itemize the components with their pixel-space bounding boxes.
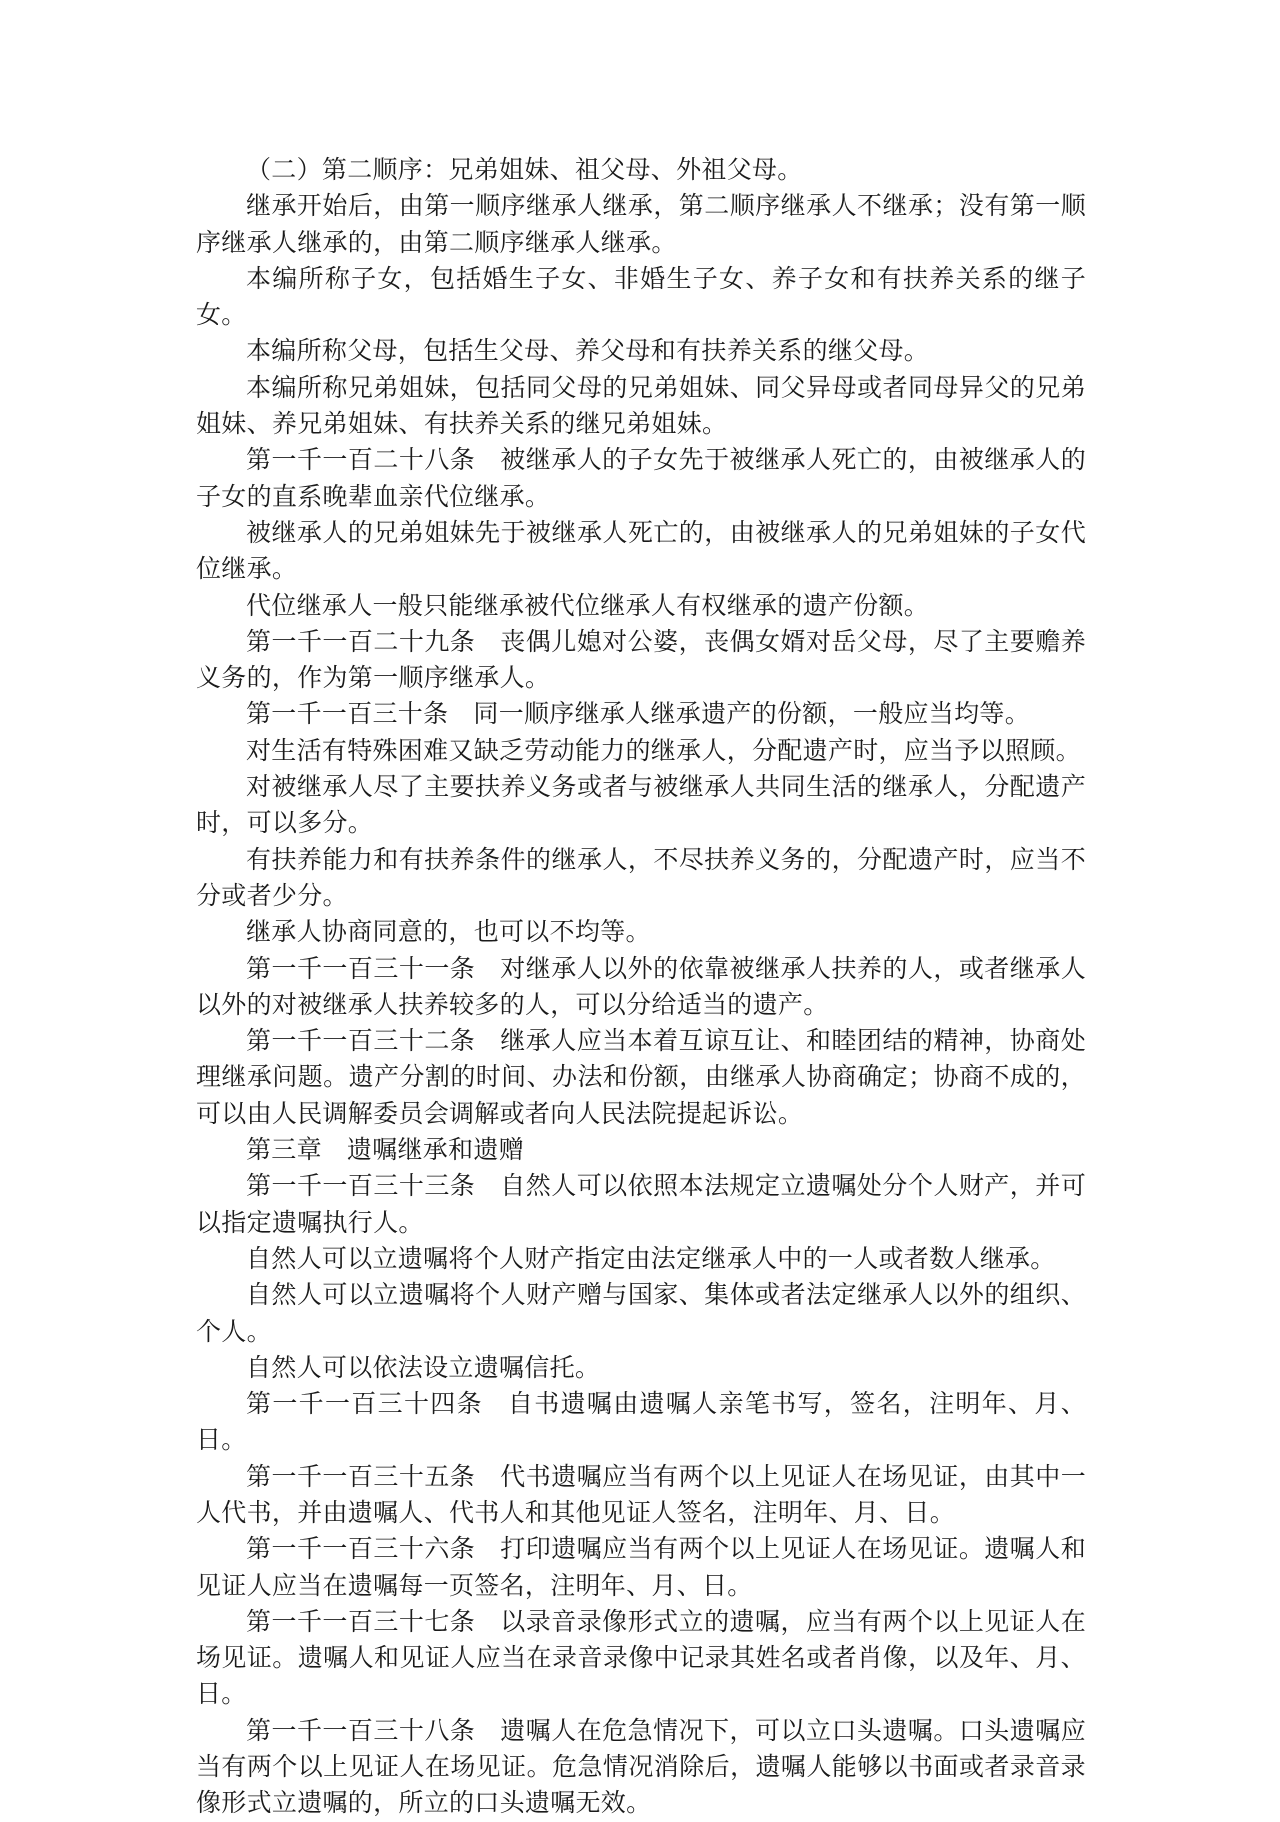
article-paragraph: [196, 1168, 1086, 1241]
article-number: 第一千一百三十一条: [246, 953, 476, 983]
paragraph-text: （二）第二顺序：兄弟姐妹、祖父母、外祖父母。: [246, 155, 803, 184]
paragraph-text: 代位继承人一般只能继承被代位继承人有权继承的遗产份额。: [246, 590, 930, 620]
article-number: 第一千一百三十四条: [246, 1389, 483, 1419]
paragraph-text: 本编所称兄弟姐妹，包括同父母的兄弟姐妹、同父异母或者同母异父的兄弟姐妹、养兄弟姐妹、有扶养关系的继兄弟姐妹。: [196, 372, 1086, 439]
paragraph-text: 继承人应当本着互谅互让、和睦团结的精神，协商处理继承问题。遗产分割的时间、办法和份额，由继承人协商确定；协商不成的，可以由人民调解委员会调解或者向人民法院提起诉讼。: [196, 1026, 1087, 1128]
article-paragraph: [196, 696, 1086, 732]
paragraph-text: 有扶养能力和有扶养条件的继承人，不尽扶养义务的，分配遗产时，应当不分或者少分。: [196, 844, 1086, 910]
paragraph-text: 继承人协商同意的，也可以不均等。: [246, 917, 651, 947]
article-number: 第一千一百三十八条: [246, 1715, 476, 1745]
article-number: 第一千一百二十九条: [246, 626, 476, 656]
article-paragraph: [196, 1132, 1086, 1168]
document-body: [196, 152, 1086, 1822]
paragraph-text: 自然人可以立遗嘱将个人财产赠与国家、集体或者法定继承人以外的组织、个人。: [196, 1280, 1086, 1346]
article-number: 第三章: [246, 1135, 322, 1165]
paragraph-text: 本编所称父母，包括生父母、养父母和有扶养关系的继父母。: [246, 336, 930, 366]
article-paragraph: [196, 1713, 1086, 1822]
paragraph-text: 自然人可以立遗嘱将个人财产指定由法定继承人中的一人或者数人继承。: [246, 1243, 1056, 1273]
paragraph-text: 对生活有特殊困难又缺乏劳动能力的继承人，分配遗产时，应当予以照顾。: [246, 735, 1081, 765]
paragraph-text: 以录音录像形式立的遗嘱，应当有两个以上见证人在场见证。遗嘱人和见证人应当在录音录像中记录其姓名或者肖像，以及年、月、日。: [196, 1606, 1087, 1709]
paragraph: [196, 333, 1086, 369]
paragraph-text: 对被继承人尽了主要扶养义务或者与被继承人共同生活的继承人，分配遗产时，可以多分。: [196, 772, 1086, 838]
paragraph: [196, 769, 1086, 842]
paragraph-text: 丧偶儿媳对公婆，丧偶女婿对岳父母，尽了主要赡养义务的，作为第一顺序继承人。: [196, 626, 1087, 693]
paragraph-text: 代书遗嘱应当有两个以上见证人在场见证，由其中一人代书，并由遗嘱人、代书人和其他见证人签名，注明年、月、日。: [196, 1461, 1087, 1527]
article-paragraph: [196, 442, 1086, 515]
paragraph: [196, 515, 1086, 588]
paragraph-text: 本编所称子女，包括婚生子女、非婚生子女、养子女和有扶养关系的继子女。: [196, 263, 1086, 330]
paragraph-text: 自书遗嘱由遗嘱人亲笔书写，签名，注明年、月、日。: [196, 1389, 1087, 1455]
paragraph-text: 继承开始后，由第一顺序继承人继承，第二顺序继承人不继承；没有第一顺序继承人继承的，由第二顺序继承人继承。: [196, 191, 1086, 257]
paragraph-text: 被继承人的子女先于被继承人死亡的，由被继承人的子女的直系晚辈血亲代位继承。: [196, 445, 1087, 511]
article-paragraph: [196, 624, 1086, 697]
article-paragraph: [196, 1604, 1086, 1713]
paragraph: [196, 152, 1086, 188]
paragraph: [196, 1350, 1086, 1386]
paragraph-text: 自然人可以依法设立遗嘱信托。: [246, 1352, 601, 1382]
article-number: 第一千一百三十五条: [246, 1461, 476, 1491]
paragraph-text: 自然人可以依照本法规定立遗嘱处分个人财产，并可以指定遗嘱执行人。: [196, 1171, 1087, 1237]
paragraph: [196, 370, 1086, 443]
article-number: 第一千一百三十七条: [246, 1606, 476, 1636]
paragraph: [196, 188, 1086, 261]
article-paragraph: [196, 1459, 1086, 1532]
paragraph-text: 遗嘱继承和遗赠: [346, 1135, 525, 1165]
paragraph: [196, 261, 1086, 334]
paragraph-text: 被继承人的兄弟姐妹先于被继承人死亡的，由被继承人的兄弟姐妹的子女代位继承。: [196, 517, 1086, 584]
article-paragraph: [196, 1531, 1086, 1604]
paragraph: [196, 588, 1086, 624]
article-number: 第一千一百二十八条: [246, 445, 476, 475]
paragraph-text: 对继承人以外的依靠被继承人扶养的人，或者继承人以外的对被继承人扶养较多的人，可以分给适当的遗产。: [196, 953, 1087, 1019]
paragraph: [196, 842, 1086, 915]
paragraph-text: 同一顺序继承人继承遗产的份额，一般应当均等。: [473, 699, 1031, 729]
paragraph: [196, 733, 1086, 769]
paragraph-text: 打印遗嘱应当有两个以上见证人在场见证。遗嘱人和见证人应当在遗嘱每一页签名，注明年、月、日。: [196, 1534, 1087, 1600]
paragraph-text: 遗嘱人在危急情况下，可以立口头遗嘱。口头遗嘱应当有两个以上见证人在场见证。危急情况消除后，遗嘱人能够以书面或者录音录像形式立遗嘱的，所立的口头遗嘱无效。: [196, 1715, 1087, 1818]
paragraph: [196, 1241, 1086, 1277]
article-number: 第一千一百三十条: [246, 699, 449, 729]
paragraph: [196, 914, 1086, 950]
article-number: 第一千一百三十二条: [246, 1026, 476, 1056]
paragraph: [196, 1277, 1086, 1350]
article-paragraph: [196, 1023, 1086, 1132]
article-paragraph: [196, 951, 1086, 1024]
article-number: 第一千一百三十三条: [246, 1171, 476, 1201]
article-number: 第一千一百三十六条: [246, 1534, 476, 1564]
article-paragraph: [196, 1386, 1086, 1459]
